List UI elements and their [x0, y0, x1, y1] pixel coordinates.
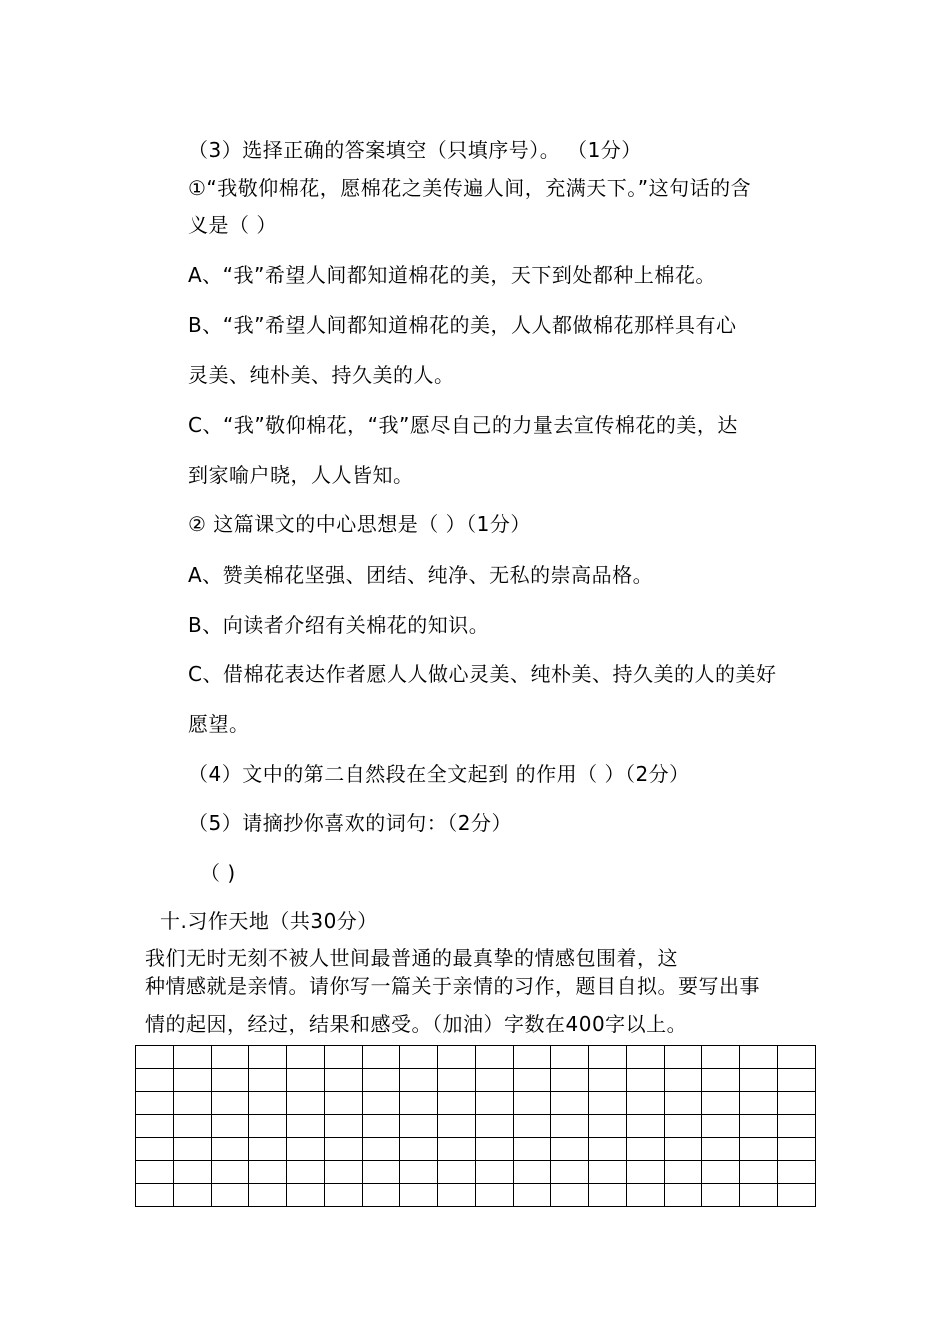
- grid-cell[interactable]: [211, 1046, 249, 1069]
- grid-cell[interactable]: [362, 1069, 400, 1092]
- grid-cell[interactable]: [513, 1115, 551, 1138]
- grid-cell[interactable]: [211, 1161, 249, 1184]
- grid-cell[interactable]: [475, 1092, 513, 1115]
- grid-cell[interactable]: [400, 1161, 438, 1184]
- grid-cell[interactable]: [173, 1046, 211, 1069]
- grid-cell[interactable]: [626, 1046, 664, 1069]
- grid-row: [136, 1092, 816, 1115]
- grid-cell[interactable]: [249, 1115, 287, 1138]
- grid-cell[interactable]: [513, 1069, 551, 1092]
- grid-cell[interactable]: [664, 1092, 702, 1115]
- grid-cell[interactable]: [249, 1161, 287, 1184]
- grid-cell[interactable]: [475, 1184, 513, 1207]
- q3-sub1-option-b-line1: B、“我”希望人间都知道棉花的美，人人都做棉花那样具有心: [188, 313, 737, 337]
- grid-cell[interactable]: [702, 1184, 740, 1207]
- q3-sub1-option-a: A、“我”希望人间都知道棉花的美，天下到处都种上棉花。: [188, 263, 716, 287]
- q3-sub1-option-b-line2: 灵美、纯朴美、持久美的人。: [188, 363, 455, 387]
- grid-cell[interactable]: [324, 1161, 362, 1184]
- grid-cell[interactable]: [740, 1046, 778, 1069]
- grid-cell[interactable]: [740, 1138, 778, 1161]
- grid-cell[interactable]: [664, 1046, 702, 1069]
- grid-cell[interactable]: [211, 1115, 249, 1138]
- grid-cell[interactable]: [589, 1161, 627, 1184]
- grid-cell[interactable]: [438, 1138, 476, 1161]
- grid-cell[interactable]: [778, 1138, 816, 1161]
- grid-cell[interactable]: [211, 1092, 249, 1115]
- grid-cell[interactable]: [287, 1115, 325, 1138]
- q3-sub1-stem-line1: ①“我敬仰棉花，愿棉花之美传遍人间，充满天下。”这句话的含: [188, 176, 752, 200]
- grid-cell[interactable]: [324, 1092, 362, 1115]
- grid-cell[interactable]: [513, 1138, 551, 1161]
- grid-cell[interactable]: [740, 1092, 778, 1115]
- grid-cell[interactable]: [249, 1138, 287, 1161]
- grid-cell[interactable]: [702, 1046, 740, 1069]
- grid-cell[interactable]: [513, 1161, 551, 1184]
- grid-cell[interactable]: [438, 1115, 476, 1138]
- q3-sub2-option-c-line2: 愿望。: [188, 712, 250, 736]
- grid-cell[interactable]: [626, 1115, 664, 1138]
- grid-cell[interactable]: [778, 1069, 816, 1092]
- grid-cell[interactable]: [438, 1046, 476, 1069]
- grid-cell[interactable]: [400, 1138, 438, 1161]
- grid-cell[interactable]: [551, 1092, 589, 1115]
- grid-cell[interactable]: [400, 1069, 438, 1092]
- grid-cell[interactable]: [362, 1046, 400, 1069]
- grid-cell[interactable]: [740, 1069, 778, 1092]
- grid-cell[interactable]: [626, 1161, 664, 1184]
- grid-cell[interactable]: [626, 1069, 664, 1092]
- grid-cell[interactable]: [136, 1115, 174, 1138]
- grid-cell[interactable]: [513, 1092, 551, 1115]
- grid-row: [136, 1069, 816, 1092]
- grid-cell[interactable]: [589, 1184, 627, 1207]
- grid-cell[interactable]: [136, 1092, 174, 1115]
- grid-cell[interactable]: [136, 1161, 174, 1184]
- grid-cell[interactable]: [173, 1161, 211, 1184]
- writing-grid[interactable]: [135, 1045, 816, 1207]
- grid-cell[interactable]: [778, 1092, 816, 1115]
- grid-cell[interactable]: [664, 1138, 702, 1161]
- grid-cell[interactable]: [249, 1046, 287, 1069]
- grid-cell[interactable]: [324, 1046, 362, 1069]
- grid-cell[interactable]: [287, 1069, 325, 1092]
- grid-cell[interactable]: [664, 1069, 702, 1092]
- grid-cell[interactable]: [475, 1046, 513, 1069]
- grid-cell[interactable]: [173, 1138, 211, 1161]
- grid-cell[interactable]: [362, 1184, 400, 1207]
- grid-cell[interactable]: [438, 1161, 476, 1184]
- grid-cell[interactable]: [287, 1138, 325, 1161]
- section-10-prompt-line2: 种情感就是亲情。请你写一篇关于亲情的习作，题目自拟。要写出事: [145, 974, 760, 998]
- q5-answer-blank: （ ): [200, 861, 236, 885]
- grid-cell[interactable]: [438, 1184, 476, 1207]
- grid-cell[interactable]: [475, 1138, 513, 1161]
- grid-cell[interactable]: [551, 1115, 589, 1138]
- grid-cell[interactable]: [589, 1046, 627, 1069]
- grid-cell[interactable]: [740, 1184, 778, 1207]
- grid-cell[interactable]: [626, 1184, 664, 1207]
- grid-row: [136, 1161, 816, 1184]
- grid-cell[interactable]: [173, 1069, 211, 1092]
- grid-cell[interactable]: [324, 1184, 362, 1207]
- grid-cell[interactable]: [438, 1069, 476, 1092]
- grid-cell[interactable]: [702, 1138, 740, 1161]
- grid-row: [136, 1138, 816, 1161]
- grid-cell[interactable]: [702, 1161, 740, 1184]
- q5-title: （5）请摘抄你喜欢的词句：（2分）: [188, 811, 512, 835]
- q3-title: （3）选择正确的答案填空（只填序号）。 （1分）: [188, 138, 642, 162]
- grid-cell[interactable]: [702, 1069, 740, 1092]
- grid-cell[interactable]: [249, 1092, 287, 1115]
- grid-cell[interactable]: [136, 1069, 174, 1092]
- grid-cell[interactable]: [589, 1069, 627, 1092]
- question-4: （4）文中的第二自然段在全文起到 的作用（ ）（2分）: [188, 762, 690, 786]
- grid-cell[interactable]: [324, 1138, 362, 1161]
- grid-cell[interactable]: [740, 1161, 778, 1184]
- grid-cell[interactable]: [136, 1138, 174, 1161]
- grid-cell[interactable]: [702, 1092, 740, 1115]
- grid-cell[interactable]: [551, 1161, 589, 1184]
- grid-cell[interactable]: [778, 1184, 816, 1207]
- grid-cell[interactable]: [324, 1115, 362, 1138]
- grid-cell[interactable]: [664, 1115, 702, 1138]
- grid-cell[interactable]: [740, 1115, 778, 1138]
- grid-cell[interactable]: [362, 1138, 400, 1161]
- section-10-title: 十.习作天地（共30分）: [160, 909, 378, 933]
- grid-cell[interactable]: [400, 1046, 438, 1069]
- grid-cell[interactable]: [249, 1069, 287, 1092]
- grid-cell[interactable]: [362, 1115, 400, 1138]
- grid-cell[interactable]: [475, 1115, 513, 1138]
- grid-cell[interactable]: [551, 1069, 589, 1092]
- grid-cell[interactable]: [400, 1115, 438, 1138]
- grid-cell[interactable]: [324, 1069, 362, 1092]
- q3-sub2-option-b: B、向读者介绍有关棉花的知识。: [188, 613, 490, 637]
- grid-cell[interactable]: [136, 1184, 174, 1207]
- grid-cell[interactable]: [400, 1092, 438, 1115]
- q3-sub1-option-c-line1: C、“我”敬仰棉花，“我”愿尽自己的力量去宣传棉花的美，达: [188, 413, 738, 437]
- q3-sub2-option-c-line1: C、借棉花表达作者愿人人做心灵美、纯朴美、持久美的人的美好: [188, 662, 777, 686]
- grid-cell[interactable]: [438, 1092, 476, 1115]
- grid-cell[interactable]: [589, 1092, 627, 1115]
- grid-cell[interactable]: [287, 1184, 325, 1207]
- grid-cell[interactable]: [589, 1115, 627, 1138]
- grid-cell[interactable]: [287, 1092, 325, 1115]
- grid-cell[interactable]: [211, 1069, 249, 1092]
- q3-sub1-option-c-line2: 到家喻户晓，人人皆知。: [188, 463, 414, 487]
- grid-cell[interactable]: [513, 1046, 551, 1069]
- q3-sub2-option-a: A、赞美棉花坚强、团结、纯净、无私的崇高品格。: [188, 563, 654, 587]
- grid-cell[interactable]: [173, 1092, 211, 1115]
- grid-row: [136, 1184, 816, 1207]
- grid-cell[interactable]: [249, 1184, 287, 1207]
- grid-cell[interactable]: [551, 1184, 589, 1207]
- grid-row: [136, 1115, 816, 1138]
- grid-cell[interactable]: [173, 1184, 211, 1207]
- grid-row: [136, 1046, 816, 1069]
- grid-cell[interactable]: [362, 1092, 400, 1115]
- grid-cell[interactable]: [626, 1092, 664, 1115]
- grid-cell[interactable]: [589, 1138, 627, 1161]
- grid-cell[interactable]: [702, 1115, 740, 1138]
- grid-cell[interactable]: [475, 1069, 513, 1092]
- grid-cell[interactable]: [400, 1184, 438, 1207]
- grid-cell[interactable]: [551, 1138, 589, 1161]
- grid-cell[interactable]: [513, 1184, 551, 1207]
- grid-cell[interactable]: [211, 1184, 249, 1207]
- grid-cell[interactable]: [778, 1046, 816, 1069]
- q3-sub1-stem-line2: 义是（ ）: [188, 213, 277, 237]
- grid-cell[interactable]: [362, 1161, 400, 1184]
- grid-cell[interactable]: [778, 1161, 816, 1184]
- grid-cell[interactable]: [211, 1138, 249, 1161]
- q3-sub2-stem: ② 这篇课文的中心思想是（ ）（1分）: [188, 512, 531, 536]
- grid-cell[interactable]: [626, 1138, 664, 1161]
- grid-cell[interactable]: [136, 1046, 174, 1069]
- grid-cell[interactable]: [173, 1115, 211, 1138]
- grid-cell[interactable]: [475, 1161, 513, 1184]
- grid-cell[interactable]: [778, 1115, 816, 1138]
- grid-cell[interactable]: [664, 1161, 702, 1184]
- grid-cell[interactable]: [551, 1046, 589, 1069]
- grid-cell[interactable]: [664, 1184, 702, 1207]
- section-10-prompt-line1: 我们无时无刻不被人世间最普通的最真挚的情感包围着，这: [145, 946, 678, 970]
- section-10-prompt-line3: 情的起因，经过，结果和感受。（加油）字数在400字以上。: [145, 1012, 688, 1036]
- grid-cell[interactable]: [287, 1046, 325, 1069]
- grid-cell[interactable]: [287, 1161, 325, 1184]
